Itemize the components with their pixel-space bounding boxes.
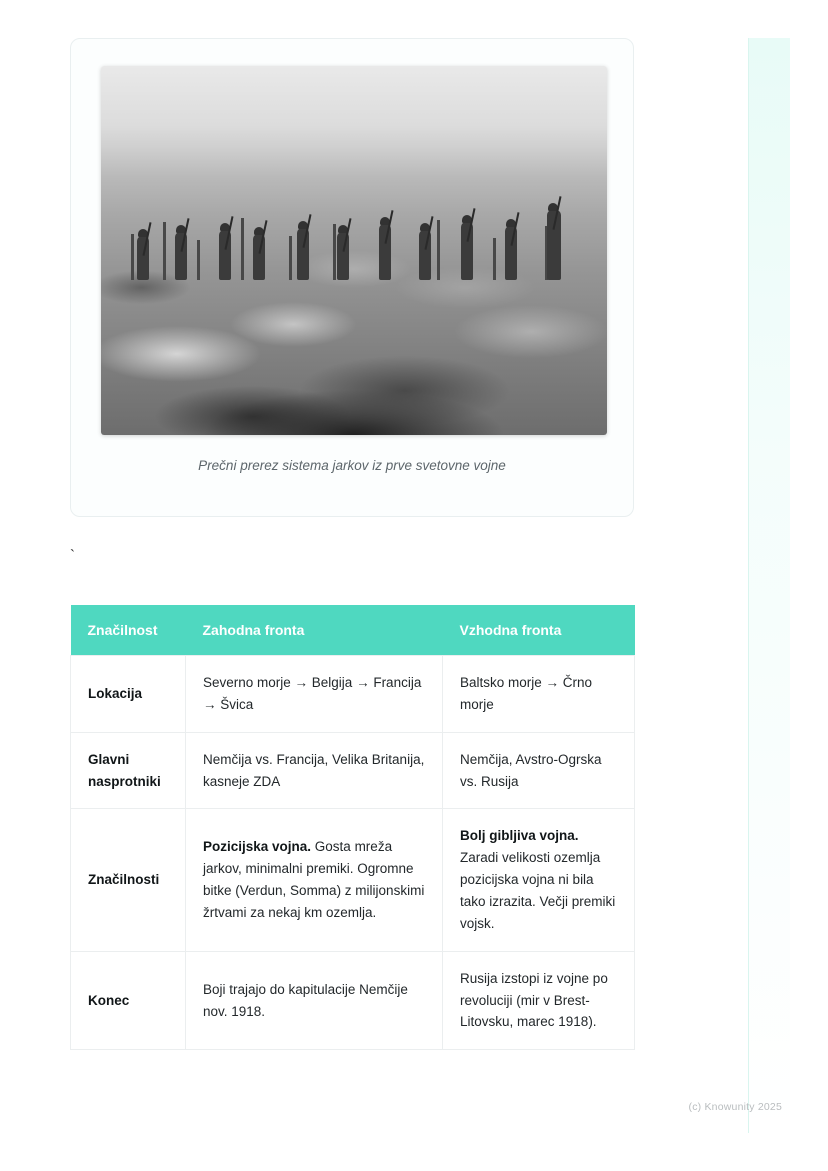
table-row — [71, 656, 635, 733]
cell-lead-text: Bolj gibljiva vojna. — [460, 828, 579, 844]
tree-stump — [437, 220, 440, 280]
cell-text: Severno morje → Belgija → Francija → Švica — [203, 675, 422, 712]
tree-stump — [289, 236, 292, 280]
table-header-east-front: Vzhodna fronta — [443, 605, 635, 656]
cell-text: Zaradi velikosti ozemlja pozicijska vojna ni bila tako izrazita. Večji premiki vojsk. — [460, 850, 616, 931]
soldier-figure — [419, 230, 431, 280]
soldier-silhouettes — [101, 162, 607, 280]
footer-credit: (c) Knowunity 2025 — [688, 1101, 782, 1113]
cell-text: Boji trajajo do kapitulacije Nemčije nov. 1918. — [203, 981, 408, 1019]
table-header-west-front: Zahodna fronta — [186, 605, 443, 656]
row-west-cell — [186, 656, 443, 733]
cell-text: Rusija izstopi iz vojne po revoluciji (mir v Brest-Litovsku, marec 1918). — [460, 970, 608, 1030]
table-row — [71, 809, 635, 951]
soldier-figure — [337, 232, 349, 280]
photo-image — [101, 66, 607, 435]
row-feature-label: Konec — [71, 951, 186, 1050]
image-card — [70, 38, 634, 517]
soldier-figure — [461, 222, 473, 280]
cell-text: Nemčija vs. Francija, Velika Britanija, kasneje ZDA — [203, 751, 425, 789]
cell-text: Gosta mreža jarkov, minimalni premiki. Ogromne bitke (Verdun, Somma) z milijonskimi žrtvami za nekaj km ozemlja. — [203, 839, 425, 920]
row-west-cell — [186, 951, 443, 1050]
row-east-cell — [443, 809, 635, 951]
row-west-cell — [186, 809, 443, 951]
soldier-figure — [297, 228, 309, 280]
table-row — [71, 732, 635, 809]
row-west-cell — [186, 732, 443, 809]
cell-lead-text: Pozicijska vojna. — [203, 839, 312, 855]
row-feature-label: Glavni nasprotniki — [71, 732, 186, 809]
tree-stump — [197, 240, 200, 280]
table-row — [71, 951, 635, 1050]
table-header-feature: Značilnost — [71, 605, 186, 656]
historic-photo — [101, 66, 607, 435]
comparison-table — [70, 605, 635, 1050]
cell-text: Baltsko morje → Črno morje — [460, 675, 593, 712]
soldier-figure — [505, 226, 517, 280]
soldier-figure — [379, 224, 391, 280]
row-feature-label: Značilnosti — [71, 809, 186, 951]
comparison-table-container — [70, 605, 634, 1050]
row-east-cell — [443, 951, 635, 1050]
row-east-cell — [443, 732, 635, 809]
tree-stump — [333, 224, 336, 280]
row-feature-label: Lokacija — [71, 656, 186, 733]
cell-text: Nemčija, Avstro-Ogrska vs. Rusija — [460, 751, 602, 789]
table-header-row — [71, 605, 635, 656]
soldier-figure — [137, 236, 149, 280]
tree-stump — [163, 222, 166, 280]
soldier-figure — [253, 234, 265, 280]
tree-stump — [131, 234, 134, 280]
soldier-figure — [547, 210, 561, 280]
row-east-cell — [443, 656, 635, 733]
stray-tick-mark: ` — [70, 547, 75, 564]
soldier-figure — [175, 232, 187, 280]
page-edge-gradient — [748, 38, 790, 1133]
tree-stump — [493, 238, 496, 280]
tree-stump — [241, 218, 244, 280]
soldier-figure — [219, 230, 231, 280]
photo-caption: Prečni prerez sistema jarkov iz prve svetovne vojne — [198, 458, 506, 473]
